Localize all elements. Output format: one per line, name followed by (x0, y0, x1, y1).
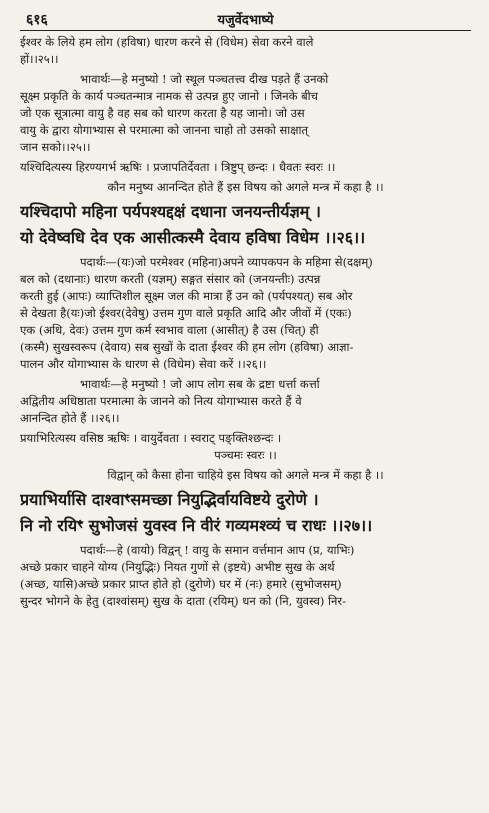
intro-26 (20, 179, 471, 196)
text-line: सुन्दर भोगने के हेतु (दाश्वांसम्) सुख के दाता (रयिम्) धन को (नि, युवस्व) निर- (20, 594, 347, 608)
rishi-devata-text: यश्चिदित्यस्य हिरण्यगर्भ ऋषिः । प्रजापतिर्देवता । त्रिष्टुप् छन्दः । धैवतः स्वरः ।। (20, 160, 336, 174)
text-line: अद्वितीय अधिष्ठाता परमात्मा के जानने को नित्य योगाभ्यास करते हैं वे (20, 394, 302, 408)
mantra-line: प्रयाभिर्यासि दाश्वाꣳसमच्छा नियुद्भिर्वायविष्टये दुरोणे । (20, 490, 319, 509)
text-line: (अच्छ, यासि)अच्छे प्रकार प्राप्त होते हो (दुरोणे) घर में (नः) हमारे (सुभोजसम्) (20, 577, 342, 591)
page-number: ६१६ (26, 12, 48, 28)
intro-text: कौन मनुष्य आनन्दित होते हैं इस विषय को अगले मन्त्र में कहा है ।। (107, 180, 384, 194)
text-line: वायु के द्वारा योगाभ्यास से परमात्मा को जानना चाहो तो उसको साक्षात् (20, 123, 308, 137)
intro-27 (20, 467, 471, 484)
text-line: जो एक सूत्रात्मा वायु है वह सब को धारण करता है यह जानो। जो उस (20, 106, 305, 120)
text-line: हों।।२५।। (20, 52, 59, 66)
mantra-line: यो देवेष्वधि देव एक आसीत्कस्मै देवाय हविषा विधेम ।।२६।। (20, 228, 366, 247)
mantra-27 (20, 487, 471, 539)
padartha-26 (20, 254, 471, 373)
padartha-27 (20, 542, 471, 610)
text-line: एक (अधि, देवः) उत्तम गुण कर्म स्वभाव वाला (आसीत्) है उस (चित्) ही (20, 323, 319, 337)
running-title: यजुर्वेदभाष्ये (217, 13, 274, 28)
text-line: (कस्मै) सुखस्वरूप (देवाय) सब सुखों के दाता ईश्वर की हम लोग (हविषा) आज्ञा- (20, 340, 354, 354)
block-intro (20, 34, 471, 68)
text-line: सूक्ष्म प्रकृति के कार्य पञ्चतन्मात्र नामक से उत्पन्न हुए जानो । जिनके बीच (20, 89, 318, 103)
text-line: पालन और योगाभ्यास के धारण से (विधेम) सेवा करें ।।२६।। (20, 357, 267, 371)
text-line: ईश्वर के लिये हम लोग (हविषा) धारण करने से (विधेम) सेवा करने वाले (20, 35, 314, 49)
mantra-26 (20, 199, 471, 251)
text-line: पदार्थः—(यः)जो परमेश्वर (महिना)अपने व्यापकपन के महिमा से(दक्षम्) (80, 255, 373, 269)
page-header (20, 8, 471, 31)
svara-text: पञ्चमः स्वरः ।। (214, 448, 277, 462)
rishi-line-26 (20, 159, 471, 176)
rishi-devata-text: प्रयाभिरित्यस्य वसिष्ठ ऋषिः । वायुर्देवता । स्वराट् पङ्क्तिश्छन्दः । (20, 431, 282, 445)
text-line: भावार्थः—हे मनुष्यो ! जो आप लोग सब के द्रष्टा धर्त्ता कर्त्ता (80, 377, 320, 391)
text-line: जान सको।।२५।। (20, 140, 91, 154)
mantra-line: यश्चिदापो महिना पर्यपश्यद्दक्षं दधाना जनयन्तीर्यज्ञम् । (20, 202, 321, 221)
text-line: बल को (दधानाः) धारण करती (यज्ञम्) सङ्गत संसार को (जनयन्तीः) उत्पन्न (20, 272, 321, 286)
text-line: भावार्थः—हे मनुष्यो ! जो स्थूल पञ्चतत्त्व दीख पड़ते हैं उनको (80, 72, 329, 86)
rishi-line-27 (20, 430, 471, 464)
text-line: अच्छे प्रकार चाहने योग्य (नियुद्भिः) नियत गुणों से (इष्टये) अभीष्ट सुख के अर्थ (20, 560, 335, 574)
text-line: आनन्दित होते हैं ।।२६।। (20, 411, 120, 425)
text-line: करती हुई (आपः) व्याप्तिशील सूक्ष्म जल की मात्रा हैं उन को (पर्यपश्यत्) सब ओर (20, 289, 353, 303)
mantra-line: नि नो रयिꣳ सुभोजसं युवस्व नि वीरं गव्यमश्व्यं च राधः ।।२७।। (20, 516, 373, 535)
text-line: पदार्थः—हे (वायो) विद्वन् ! वायु के समान वर्त्तमान आप (प्र, याभिः) (80, 543, 355, 557)
bhavartha-26 (20, 376, 471, 427)
intro-text: विद्वान् को कैसा होना चाहिये इस विषय को अगले मन्त्र में कहा है ।। (107, 468, 384, 482)
bhavartha-25 (20, 71, 471, 156)
text-line: से देखता है(यः)जो ईश्वर(देवेषु) उत्तम गुण वाले प्रकृति आदि और जीवों में (एकः) (20, 306, 352, 320)
